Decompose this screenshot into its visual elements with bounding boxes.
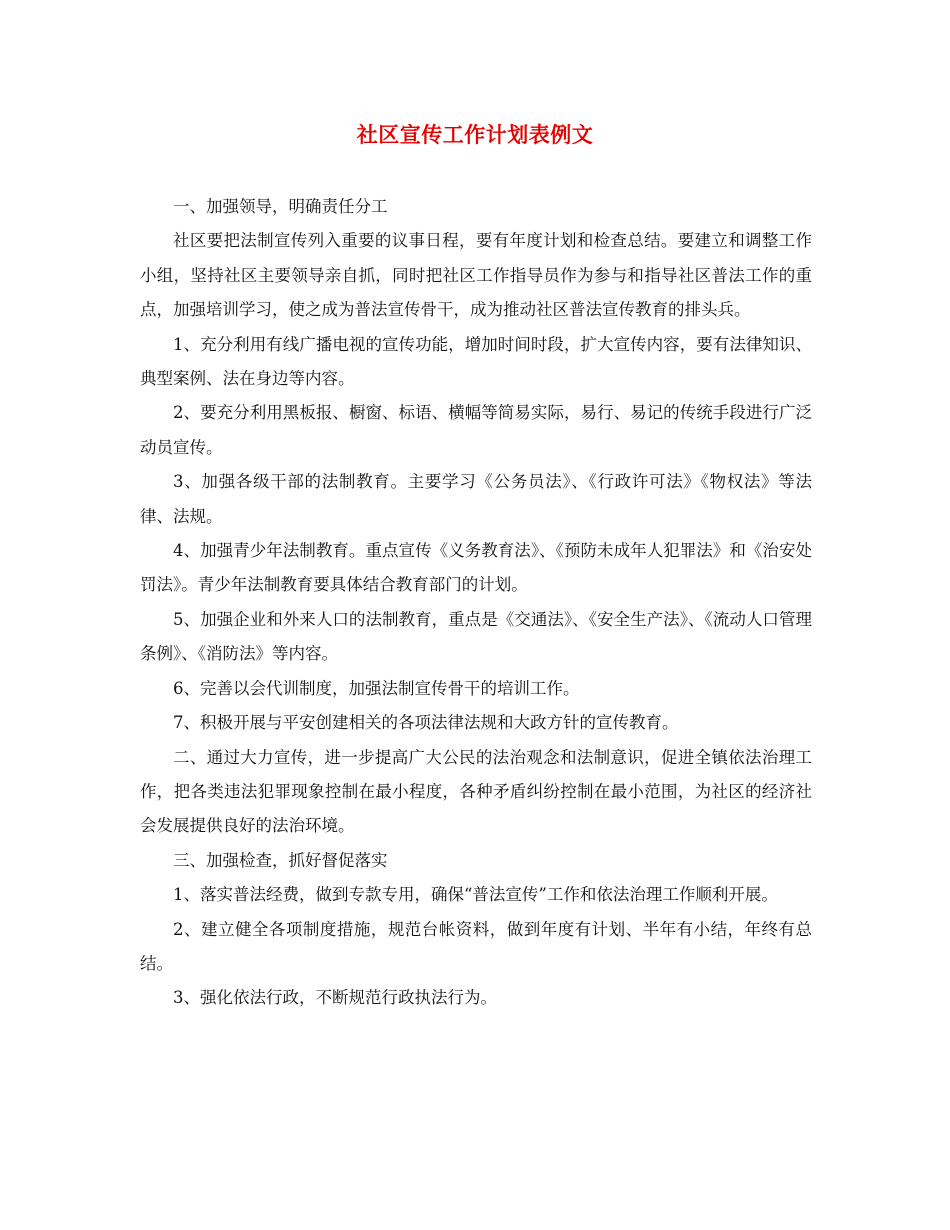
paragraph-item-5: 5、加强企业和外来人口的法制教育，重点是《交通法》、《安全生产法》、《流动人口管理条例》、《消防法》等内容。 <box>140 609 812 664</box>
paragraph-section-2: 二、通过大力宣传，进一步提高广大公民的法治观念和法制意识，促进全镇依法治理工作，把各类违法犯罪现象控制在最小程度，各种矛盾纠纷控制在最小范围，为社区的经济社会发展提供良好的法治环境。 <box>140 747 812 836</box>
paragraph-section-3-heading: 三、加强检查，抓好督促落实 <box>173 850 388 870</box>
paragraph-section-3-item-2: 2、建立健全各项制度措施，规范台帐资料，做到年度有计划、半年有小结，年终有总结。 <box>140 919 812 973</box>
paragraph-item-2: 2、要充分利用黑板报、橱窗、标语、横幅等简易实际，易行、易记的传统手段进行广泛动员宣传。 <box>140 403 812 457</box>
paragraph-section-3-item-1: 1、落实普法经费，做到专款专用，确保“普法宣传”工作和依法治理工作顺利开展。 <box>173 885 778 905</box>
document-title: 社区宣传工作计划表例文 <box>356 122 594 147</box>
paragraph-item-1: 1、充分利用有线广播电视的宣传功能，增加时间时段，扩大宣传内容，要有法律知识、典型案例、法在身边等内容。 <box>140 334 812 389</box>
document-body <box>140 190 812 1016</box>
paragraph-item-3: 3、加强各级干部的法制教育。主要学习《公务员法》、《行政许可法》《物权法》等法律、法规。 <box>140 472 812 526</box>
paragraph-item-4: 4、加强青少年法制教育。重点宣传《义务教育法》、《预防未成年人犯罪法》和《治安处罚法》。青少年法制教育要具体结合教育部门的计划。 <box>140 541 812 595</box>
paragraph-item-7: 7、积极开展与平安创建相关的各项法律法规和大政方针的宣传教育。 <box>173 713 679 733</box>
paragraph-section-1-intro: 社区要把法制宣传列入重要的议事日程，要有年度计划和检查总结。要建立和调整工作小组，坚持社区主要领导亲自抓，同时把社区工作指导员作为参与和指导社区普法工作的重点，加强培训学习，使之成为普法宣传骨干，成为推动社区普法宣传教育的排头兵。 <box>140 231 812 320</box>
paragraph-section-3-item-3: 3、强化依法行政，不断规范行政执法行为。 <box>173 988 497 1008</box>
paragraph-section-1-heading: 一、加强领导，明确责任分工 <box>173 197 388 216</box>
paragraph-item-6: 6、完善以会代训制度，加强法制宣传骨干的培训工作。 <box>173 678 580 698</box>
